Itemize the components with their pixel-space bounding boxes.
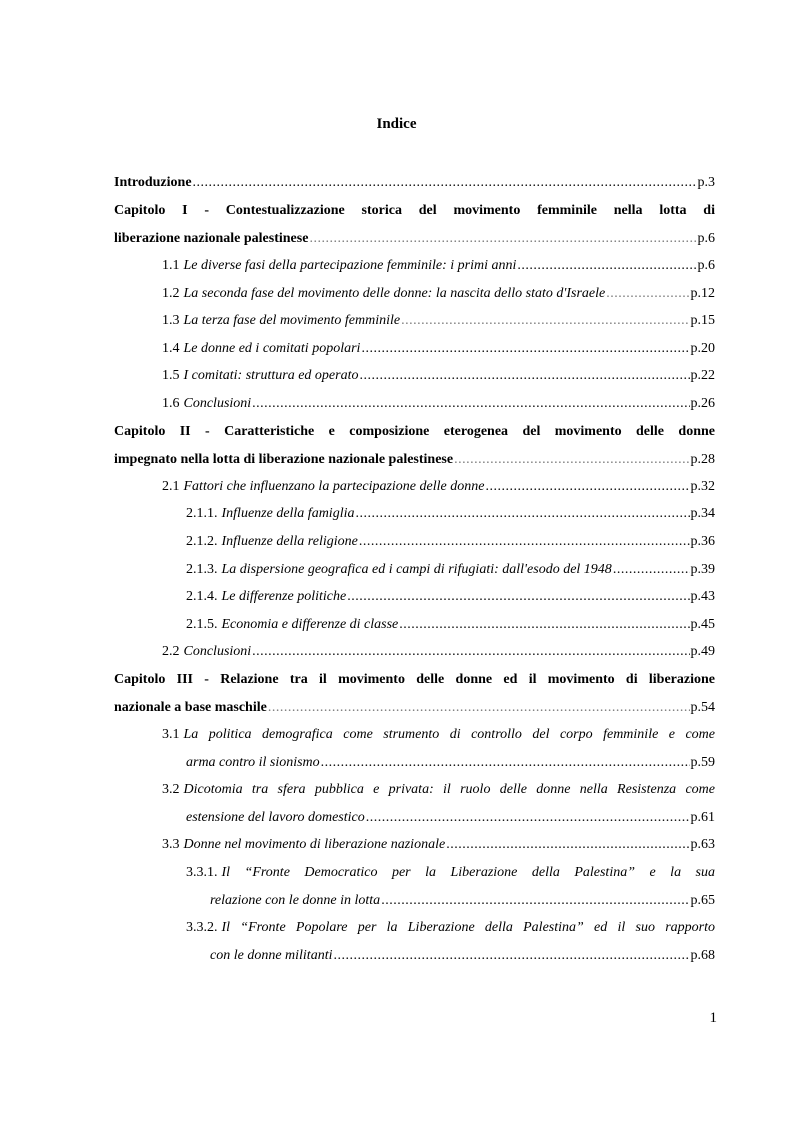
toc-label: I comitati: struttura ed operato xyxy=(183,368,359,383)
dot-leader xyxy=(613,556,690,584)
dot-leader xyxy=(606,280,689,308)
toc-entry-capitolo-3[interactable] xyxy=(114,666,715,721)
toc-label: Donne nel movimento di liberazione nazionale xyxy=(183,837,446,852)
toc-page: p.34 xyxy=(690,506,715,521)
toc-page: p.36 xyxy=(690,534,715,549)
dot-leader xyxy=(321,749,690,777)
dot-leader xyxy=(355,500,689,528)
toc-label: Le differenze politiche xyxy=(221,589,347,604)
toc-label: La seconda fase del movimento delle donne: la nascita dello stato d'Israele xyxy=(183,286,606,301)
toc-label-line2: liberazione nazionale palestinese xyxy=(114,230,309,246)
toc-number: 3.2 xyxy=(162,782,180,797)
toc-number: 2.1.4. xyxy=(186,589,218,604)
toc-entry-1-1[interactable] xyxy=(162,252,715,280)
toc-page: p.28 xyxy=(690,451,715,467)
toc-entry-2-1-1[interactable] xyxy=(186,500,715,528)
page-title: Indice xyxy=(376,116,417,132)
toc-page: p.59 xyxy=(690,754,715,770)
dot-leader xyxy=(361,335,689,363)
toc-page: p.3 xyxy=(697,175,715,190)
toc-label-line1: Capitolo III - Relazione tra il movimento delle donne ed il movimento di liberazione xyxy=(114,672,715,687)
toc-page: p.26 xyxy=(690,396,715,411)
toc-page: p.39 xyxy=(690,562,715,577)
toc-page: p.32 xyxy=(690,479,715,494)
toc-label: Economia e differenze di classe xyxy=(221,617,399,632)
dot-leader xyxy=(366,804,690,832)
dot-leader xyxy=(193,169,697,197)
toc-page: p.54 xyxy=(690,699,715,715)
toc-label-line1: Il “Fronte Democratico per la Liberazione della Palestina” e la sua xyxy=(221,865,715,880)
dot-leader xyxy=(347,583,689,611)
toc-page: p.63 xyxy=(690,837,715,852)
dot-leader xyxy=(517,252,696,280)
toc-number: 2.1.2. xyxy=(186,534,218,549)
toc-number: 2.1.1. xyxy=(186,506,218,521)
dot-leader xyxy=(268,694,690,722)
toc-entry-2-1-4[interactable] xyxy=(186,583,715,611)
toc-page: p.20 xyxy=(690,341,715,356)
toc-label-line1: Capitolo I - Contestualizzazione storica del movimento femminile nella lotta di xyxy=(114,203,715,218)
toc-number: 3.3 xyxy=(162,837,180,852)
dot-leader xyxy=(252,638,689,666)
toc-entry-1-6[interactable] xyxy=(162,390,715,418)
toc-label-line1: Il “Fronte Popolare per la Liberazione della Palestina” ed il suo rapporto xyxy=(221,920,715,935)
toc-page: p.65 xyxy=(690,892,715,908)
toc-number: 3.3.1. xyxy=(186,865,218,880)
toc-page: p.43 xyxy=(690,589,715,604)
toc-number: 1.2 xyxy=(162,286,180,301)
toc-label-line1: Capitolo II - Caratteristiche e composizione eterogenea del movimento delle donne xyxy=(114,424,715,439)
toc-page: p.22 xyxy=(690,368,715,383)
dot-leader xyxy=(381,887,689,915)
toc-label-line2: estensione del lavoro domestico xyxy=(186,809,365,825)
dot-leader xyxy=(446,831,689,859)
toc-entry-3-2[interactable] xyxy=(162,776,715,831)
dot-leader xyxy=(309,225,696,253)
toc-label-line2: arma contro il sionismo xyxy=(186,754,320,770)
toc-number: 3.1 xyxy=(162,727,180,742)
toc-number: 2.2 xyxy=(162,644,180,659)
dot-leader xyxy=(454,446,689,474)
toc-page: p.12 xyxy=(690,286,715,301)
dot-leader xyxy=(401,307,689,335)
toc-label-line2: con le donne militanti xyxy=(210,947,333,963)
toc-label: La terza fase del movimento femminile xyxy=(183,313,401,328)
dot-leader xyxy=(399,611,689,639)
toc-entry-3-3-1[interactable] xyxy=(186,859,715,914)
toc-page: p.15 xyxy=(690,313,715,328)
toc-number: 2.1.5. xyxy=(186,617,218,632)
toc-label-line2: impegnato nella lotta di liberazione nazionale palestinese xyxy=(114,451,454,467)
toc-entry-1-4[interactable] xyxy=(162,335,715,363)
toc-entry-2-1[interactable] xyxy=(162,473,715,501)
toc-label-line2: relazione con le donne in lotta xyxy=(210,892,381,908)
toc-entry-2-2[interactable] xyxy=(162,638,715,666)
toc-number: 1.6 xyxy=(162,396,180,411)
toc-number: 1.5 xyxy=(162,368,180,383)
toc-entry-introduzione[interactable] xyxy=(114,169,715,197)
toc-number: 1.4 xyxy=(162,341,180,356)
toc-label-line2: nazionale a base maschile xyxy=(114,699,267,715)
toc-label: Fattori che influenzano la partecipazione delle donne xyxy=(183,479,485,494)
toc-label: Introduzione xyxy=(114,175,192,190)
toc-number: 2.1.3. xyxy=(186,562,218,577)
toc-page: p.6 xyxy=(697,258,715,273)
toc-page: p.6 xyxy=(697,230,715,246)
toc-entry-3-3[interactable] xyxy=(162,831,715,859)
dot-leader xyxy=(359,528,690,556)
toc-page: p.45 xyxy=(690,617,715,632)
toc-label-line1: La politica demografica come strumento di controllo del corpo femminile e come xyxy=(183,727,715,742)
toc-label: Le donne ed i comitati popolari xyxy=(183,341,361,356)
page-number: 1 xyxy=(709,1010,717,1026)
toc-entry-1-5[interactable] xyxy=(162,362,715,390)
toc-label: Conclusioni xyxy=(183,396,252,411)
dot-leader xyxy=(485,473,689,501)
toc-number: 2.1 xyxy=(162,479,180,494)
toc-label-line1: Dicotomia tra sfera pubblica e privata: il ruolo delle donne nella Resistenza come xyxy=(183,782,715,797)
toc-label: Influenze della religione xyxy=(221,534,358,549)
toc-page: p.68 xyxy=(690,947,715,963)
toc-label: Le diverse fasi della partecipazione femminile: i primi anni xyxy=(183,258,517,273)
dot-leader xyxy=(333,942,689,970)
dot-leader xyxy=(360,362,690,390)
toc-number: 3.3.2. xyxy=(186,920,218,935)
toc-page: p.49 xyxy=(690,644,715,659)
toc-entry-2-1-5[interactable] xyxy=(186,611,715,639)
toc-entry-3-3-2[interactable] xyxy=(186,914,715,969)
toc-page: p.61 xyxy=(690,809,715,825)
toc-number: 1.3 xyxy=(162,313,180,328)
toc-label: La dispersione geografica ed i campi di rifugiati: dall'esodo del 1948 xyxy=(221,562,612,577)
toc-entry-1-2[interactable] xyxy=(162,280,715,308)
toc-entry-capitolo-1[interactable] xyxy=(114,197,715,252)
toc-label: Influenze della famiglia xyxy=(221,506,355,521)
toc-label: Conclusioni xyxy=(183,644,252,659)
toc-entry-2-1-3[interactable] xyxy=(186,556,715,584)
toc-entry-3-1[interactable] xyxy=(162,721,715,776)
toc-entry-capitolo-2[interactable] xyxy=(114,418,715,473)
toc-entry-2-1-2[interactable] xyxy=(186,528,715,556)
toc-number: 1.1 xyxy=(162,258,180,273)
dot-leader xyxy=(252,390,689,418)
toc-entry-1-3[interactable] xyxy=(162,307,715,335)
